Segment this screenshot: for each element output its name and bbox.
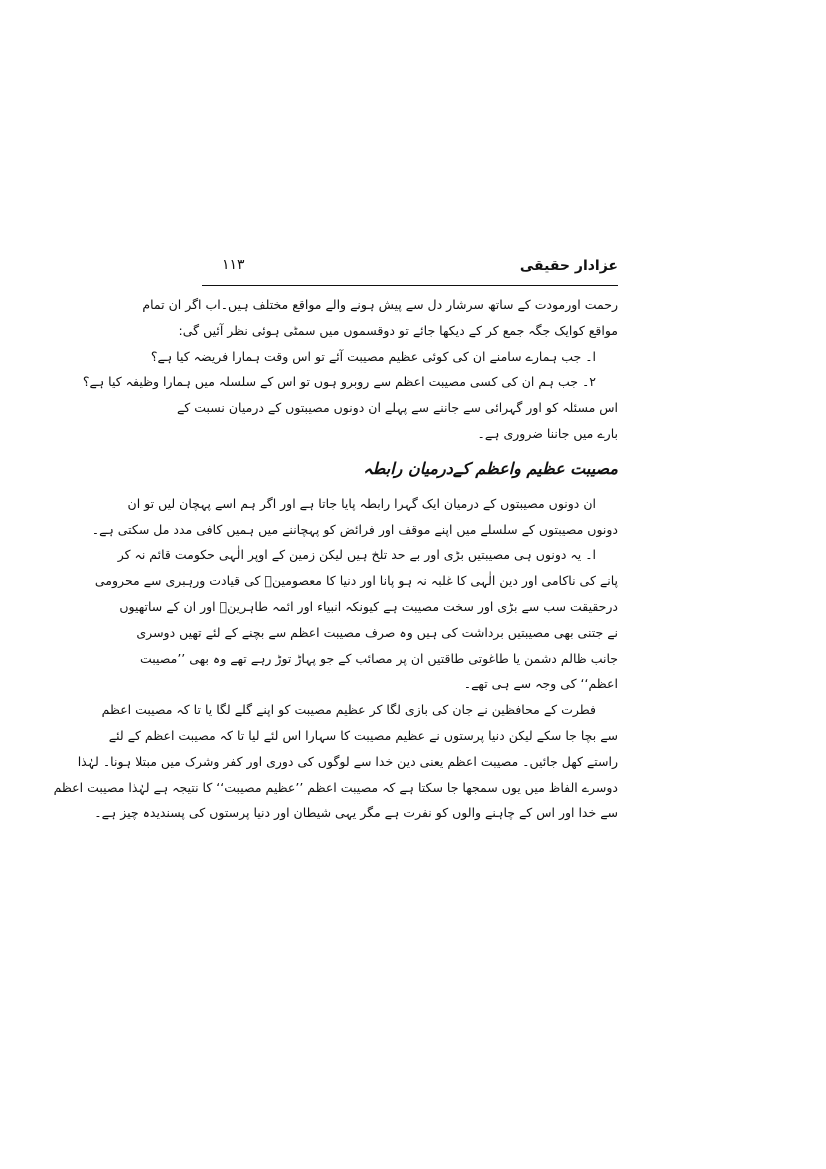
text-line: اعظم‘‘ کی وجہ سے ہی تھے۔ xyxy=(463,676,618,692)
text-line: ان دونوں مصیبتوں کے درمیان ایک گہرا رابطہ پایا جاتا ہے اور اگر ہم اسے پہچان لیں تو ان xyxy=(127,495,596,511)
text-line: فطرت کے محافظین نے جان کی بازی لگا کر عظیم مصیبت کو اپنے گلے لگا یا تا کہ مصیبت اعظم xyxy=(101,702,596,718)
running-title: عزادار حقیقی xyxy=(519,258,618,274)
header-rule xyxy=(202,285,618,286)
text-line: رحمت اورمودت کے ساتھ سرشار دل سے پیش ہونے والے مواقع مختلف ہیں۔اب اگر ان تمام xyxy=(142,297,618,312)
text-line: دونوں مصیبتوں کے سلسلے میں اپنے موقف اور فرائض کو پہچاننے میں ہمیں کافی مدد مل سکتی ہے۔ xyxy=(91,521,618,537)
text-line: مواقع کوایک جگہ جمع کر کے دیکھا جائے تو دوقسموں میں سمٹی ہوئی نظر آئیں گی: xyxy=(178,322,618,338)
text-line: درحقیقت سب سے بڑی اور سخت مصیبت ہے کیونکہ انبیاء اور ائمہ طاہرینؑ اور ان کے ساتھیوں xyxy=(119,598,618,614)
section-heading: مصیبت عظیم واعظم کےدرمیان رابطہ xyxy=(363,458,618,478)
text-line: ا۔ یہ دونوں ہی مصیبتیں بڑی اور بے حد تلخ ہیں لیکن زمین کے اوپر الٰہی حکومت قائم نہ کر xyxy=(117,547,596,563)
text-line: بارے میں جاننا ضروری ہے۔ xyxy=(477,425,618,441)
body-text xyxy=(53,292,618,826)
text-line: دوسرے الفاظ میں یوں سمجھا جا سکتا ہے کہ مصیبت اعظم ’’عظیم مصیبت‘‘ کا نتیجہ ہے لہٰذا مصیبت اعظم xyxy=(53,779,618,795)
text-line: سے خدا اور اس کے چاہنے والوں کو نفرت ہے مگر یہی شیطان اور دنیا پرستوں کی پسندیدہ چیز ہے۔ xyxy=(94,805,618,821)
text-line: اس مسئلہ کو اور گہرائی سے جاننے سے پہلے ان دونوں مصیبتوں کے درمیان نسبت کے xyxy=(176,400,618,416)
page-number: ۱۱۳ xyxy=(222,257,245,273)
page-header xyxy=(202,252,618,286)
text-line: پانے کی ناکامی اور دین الٰہی کا غلبہ نہ ہو پانا اور دنیا کا معصومینؑ کی قیادت ورہبری سے محرومی xyxy=(94,573,618,589)
text-line: سے بچا جا سکے لیکن دنیا پرستوں نے عظیم مصیبت کا سہارا اس لئے لیا تا کہ مصیبت اعظم کے لئے xyxy=(108,727,618,743)
numbered-question: ۲۔ جب ہم ان کی کسی مصیبت اعظم سے روبرو ہوں تو اس کے سلسلہ میں ہمارا وظیفہ کیا ہے؟ xyxy=(82,374,596,390)
text-line: راستے کھل جائیں۔ مصیبت اعظم یعنی دین خدا سے لوگوں کی دوری اور کفر وشرک میں مبتلا ہونا۔ لہٰذا xyxy=(77,753,618,769)
numbered-question: ا۔ جب ہمارے سامنے ان کی کوئی عظیم مصیبت آئے تو اس وقت ہمارا فریضہ کیا ہے؟ xyxy=(150,348,596,364)
text-line: نے جتنی بھی مصیبتیں برداشت کی ہیں وہ صرف مصیبت اعظم سے بچنے کے لئے تھیں دوسری xyxy=(136,624,618,640)
text-line: جانب ظالم دشمن یا طاغوتی طاقتیں ان پر مصائب کے جو پہاڑ توڑ رہے تھے وہ بھی ’’مصیبت xyxy=(139,650,618,666)
